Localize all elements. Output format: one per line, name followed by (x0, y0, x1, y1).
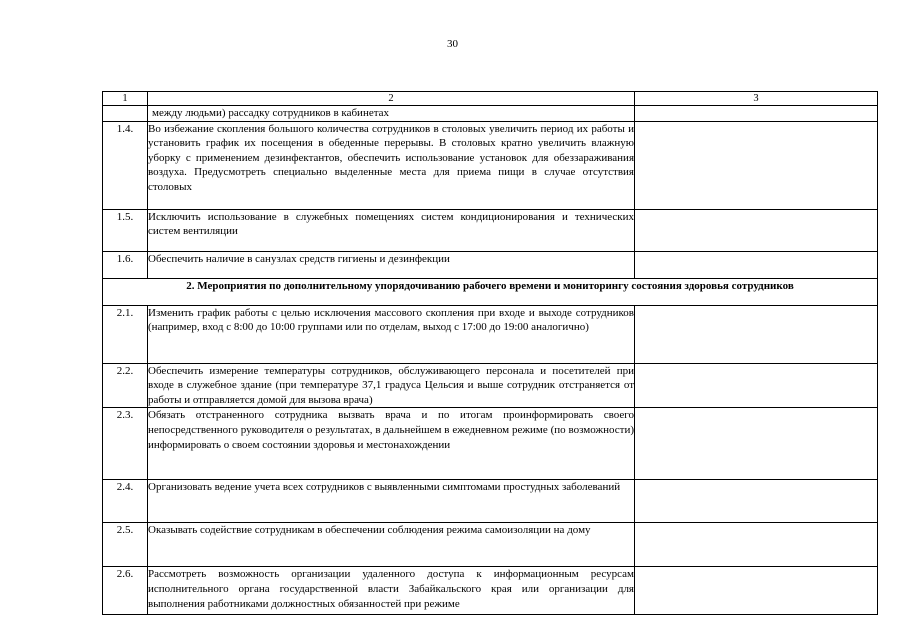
header-col-3: 3 (635, 92, 878, 106)
table-row (103, 523, 878, 567)
table-row (103, 408, 878, 480)
row-number: 2.2. (103, 363, 148, 408)
row-note (635, 209, 878, 251)
table-row (103, 480, 878, 523)
row-note (635, 408, 878, 480)
row-text: Исключить использование в служебных помещениях систем кондиционирования и технических систем вентиляции (148, 209, 635, 251)
row-note (635, 106, 878, 122)
row-note (635, 480, 878, 523)
table-row (103, 121, 878, 209)
table-row (103, 251, 878, 278)
table-row (103, 363, 878, 408)
header-col-2: 2 (148, 92, 635, 106)
row-number: 1.5. (103, 209, 148, 251)
row-number: 2.4. (103, 480, 148, 523)
table-row (103, 567, 878, 615)
section-title: 2. Мероприятия по дополнительному упорядочиванию рабочего времени и мониторингу состояния здоровья сотрудников (103, 278, 878, 305)
row-number: 2.1. (103, 305, 148, 363)
row-number: 2.6. (103, 567, 148, 615)
row-text: Обязать отстраненного сотрудника вызвать врача и по итогам проинформировать своего непосредственного руководителя о результатах, в дальнейшем в ежедневном режиме (по возможности) информировать о своем состоянии здоровья и местонахождении (148, 408, 635, 480)
row-text: Обеспечить измерение температуры сотрудников, обслуживающего персонала и посетителей при входе в служебное здание (при температуре 37,1 градуса Цельсия и выше сотрудник отстраняется от работы и отправляется домой для вызова врача) (148, 363, 635, 408)
row-text: между людьми) рассадку сотрудников в кабинетах (148, 106, 635, 122)
row-text: Во избежание скопления большого количества сотрудников в столовых увеличить период их работы и установить график их посещения в обеденные перерывы. В столовых кратно увеличить влажную уборку с применением дезинфектантов, обеспечить использование установок для обеззараживания воздуха. Предусмотреть специально выделенные места для приема пищи в случае отсутствия столовых (148, 121, 635, 209)
row-note (635, 567, 878, 615)
table-header-row (103, 92, 878, 106)
row-text: Оказывать содействие сотрудникам в обеспечении соблюдения режима самоизоляции на дому (148, 523, 635, 567)
header-col-1: 1 (103, 92, 148, 106)
row-text: Изменить график работы с целью исключения массового скопления при входе и выходе сотрудников (например, вход с 8:00 до 10:00 группами или по отделам, выход с 17:00 до 19:00 аналогично) (148, 305, 635, 363)
row-note (635, 251, 878, 278)
row-number (103, 106, 148, 122)
row-text: Рассмотреть возможность организации удаленного доступа к информационным ресурсам исполнительного органа государственной власти Забайкальского края или организации для выполнения работниками должностных обязанностей при режиме (148, 567, 635, 615)
row-note (635, 121, 878, 209)
row-note (635, 523, 878, 567)
page-number: 30 (447, 38, 458, 50)
table-row (103, 209, 878, 251)
measures-table (102, 91, 878, 615)
table-row (103, 305, 878, 363)
row-note (635, 363, 878, 408)
row-number: 2.3. (103, 408, 148, 480)
row-text: Организовать ведение учета всех сотрудников с выявленными симптомами простудных заболеваний (148, 480, 635, 523)
table-row (103, 106, 878, 122)
row-note (635, 305, 878, 363)
row-number: 2.5. (103, 523, 148, 567)
row-number: 1.4. (103, 121, 148, 209)
row-number: 1.6. (103, 251, 148, 278)
section-row (103, 278, 878, 305)
row-text: Обеспечить наличие в санузлах средств гигиены и дезинфекции (148, 251, 635, 278)
